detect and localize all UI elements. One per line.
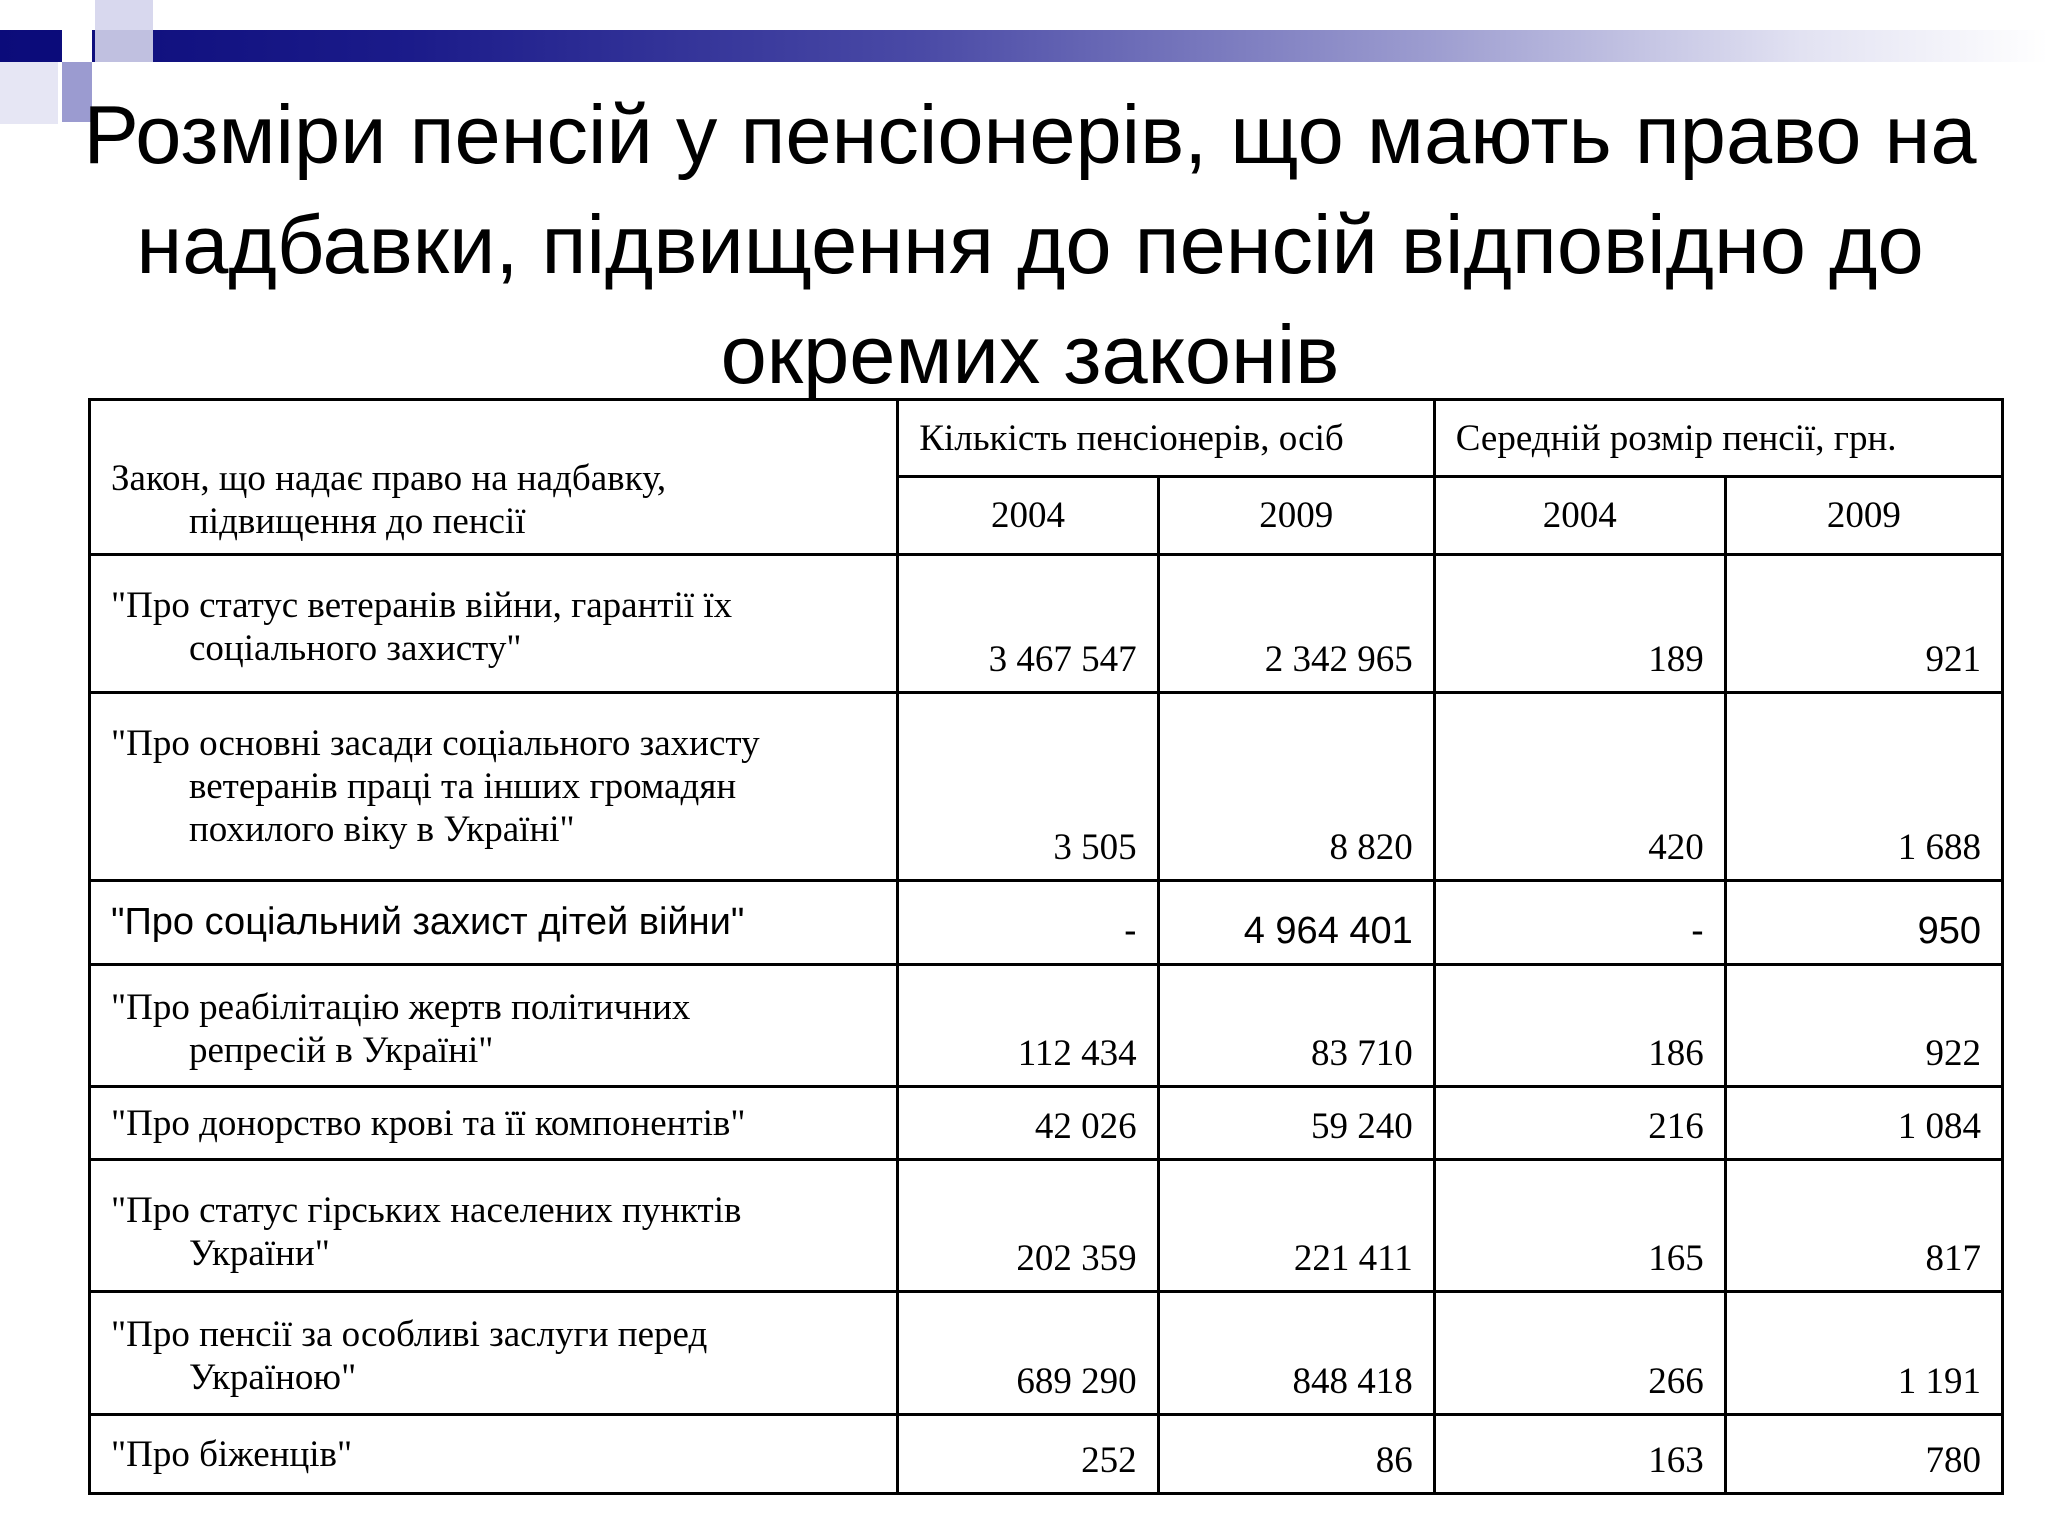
law-line: "Про статус ветеранів війни, гарантії їх [111, 585, 733, 626]
header-law-line2: підвищення до пенсії [189, 501, 526, 542]
decor-square-light [0, 0, 30, 30]
count-2009-cell: 221 411 [1158, 1160, 1434, 1292]
law-line: Україною" [189, 1357, 357, 1398]
law-line: "Про основні засади соціального захисту [111, 723, 760, 764]
avg-2009-cell: 950 [1725, 881, 2002, 965]
avg-2009-cell: 922 [1725, 965, 2002, 1087]
law-cell [90, 1292, 898, 1415]
table-row [90, 693, 2003, 881]
count-2009-cell: 8 820 [1158, 693, 1434, 881]
count-2009-cell: 83 710 [1158, 965, 1434, 1087]
avg-2004-cell: 163 [1434, 1415, 1725, 1494]
header-year: 2009 [1725, 477, 2002, 555]
law-cell [90, 1160, 898, 1292]
law-line: "Про пенсії за особливі заслуги перед [111, 1314, 708, 1355]
law-cell [90, 693, 898, 881]
avg-2009-cell: 1 688 [1725, 693, 2002, 881]
avg-2009-cell: 921 [1725, 555, 2002, 693]
table-header-row [90, 400, 2003, 477]
count-2009-cell: 4 964 401 [1158, 881, 1434, 965]
avg-2004-cell: 216 [1434, 1087, 1725, 1160]
count-2004-cell: 3 467 547 [898, 555, 1158, 693]
count-2004-cell: 252 [898, 1415, 1158, 1494]
header-count-group: Кількість пенсіонерів, осіб [898, 400, 1435, 477]
count-2004-cell: 3 505 [898, 693, 1158, 881]
count-2004-cell: 689 290 [898, 1292, 1158, 1415]
law-line: соціального захисту" [189, 628, 522, 669]
count-2004-cell: 202 359 [898, 1160, 1158, 1292]
table-row [90, 1415, 2003, 1494]
law-cell [90, 1087, 898, 1160]
avg-2004-cell: 189 [1434, 555, 1725, 693]
count-2009-cell: 2 342 965 [1158, 555, 1434, 693]
law-cell [90, 965, 898, 1087]
avg-2004-cell: 420 [1434, 693, 1725, 881]
table-row [90, 1292, 2003, 1415]
header-avg-group: Середній розмір пенсії, грн. [1434, 400, 2002, 477]
count-2009-cell: 86 [1158, 1415, 1434, 1494]
avg-2004-cell: 165 [1434, 1160, 1725, 1292]
law-line: "Про соціальний захист дітей війни" [111, 901, 745, 943]
law-cell [90, 1415, 898, 1494]
law-line: України" [189, 1233, 330, 1274]
law-line: "Про статус гірських населених пунктів [111, 1190, 742, 1231]
avg-2009-cell: 1 191 [1725, 1292, 2002, 1415]
header-year: 2004 [1434, 477, 1725, 555]
count-2004-cell: 112 434 [898, 965, 1158, 1087]
table-row [90, 881, 2003, 965]
avg-2009-cell: 780 [1725, 1415, 2002, 1494]
avg-2004-cell: 266 [1434, 1292, 1725, 1415]
table-row [90, 1160, 2003, 1292]
count-2009-cell: 59 240 [1158, 1087, 1434, 1160]
header-law-cell [90, 400, 898, 555]
header-law-line1: Закон, що надає право на надбавку, [111, 458, 667, 499]
law-line: "Про біженців" [111, 1433, 353, 1475]
table-row [90, 965, 2003, 1087]
avg-2004-cell: - [1434, 881, 1725, 965]
count-2009-cell: 848 418 [1158, 1292, 1434, 1415]
law-line: репресій в Україні" [189, 1030, 494, 1071]
header-band-top-mask [0, 0, 2048, 30]
header-year: 2009 [1158, 477, 1434, 555]
avg-2004-cell: 186 [1434, 965, 1725, 1087]
count-2004-cell: 42 026 [898, 1087, 1158, 1160]
law-cell [90, 881, 898, 965]
decor-square-dark [30, 30, 60, 60]
law-line: ветеранів праці та інших громадян [189, 766, 737, 807]
decor-square-light [95, 0, 153, 30]
decor-square-pale [0, 62, 58, 124]
law-line: похилого віку в Україні" [189, 809, 575, 850]
decor-square-mid [95, 30, 153, 62]
header-year: 2004 [898, 477, 1158, 555]
avg-2009-cell: 817 [1725, 1160, 2002, 1292]
avg-2009-cell: 1 084 [1725, 1087, 2002, 1160]
table-row [90, 555, 2003, 693]
pension-table [88, 398, 2004, 1495]
law-line: "Про донорство крові та її компонентів" [111, 1102, 746, 1144]
table-row [90, 1087, 2003, 1160]
page-title: Розміри пенсій у пенсіонерів, що мають право на надбавки, підвищення до пенсій відповідно до окремих законів [83, 88, 1977, 401]
count-2004-cell: - [898, 881, 1158, 965]
decor-square-white [62, 0, 92, 62]
law-cell [90, 555, 898, 693]
law-line: "Про реабілітацію жертв політичних [111, 987, 691, 1028]
